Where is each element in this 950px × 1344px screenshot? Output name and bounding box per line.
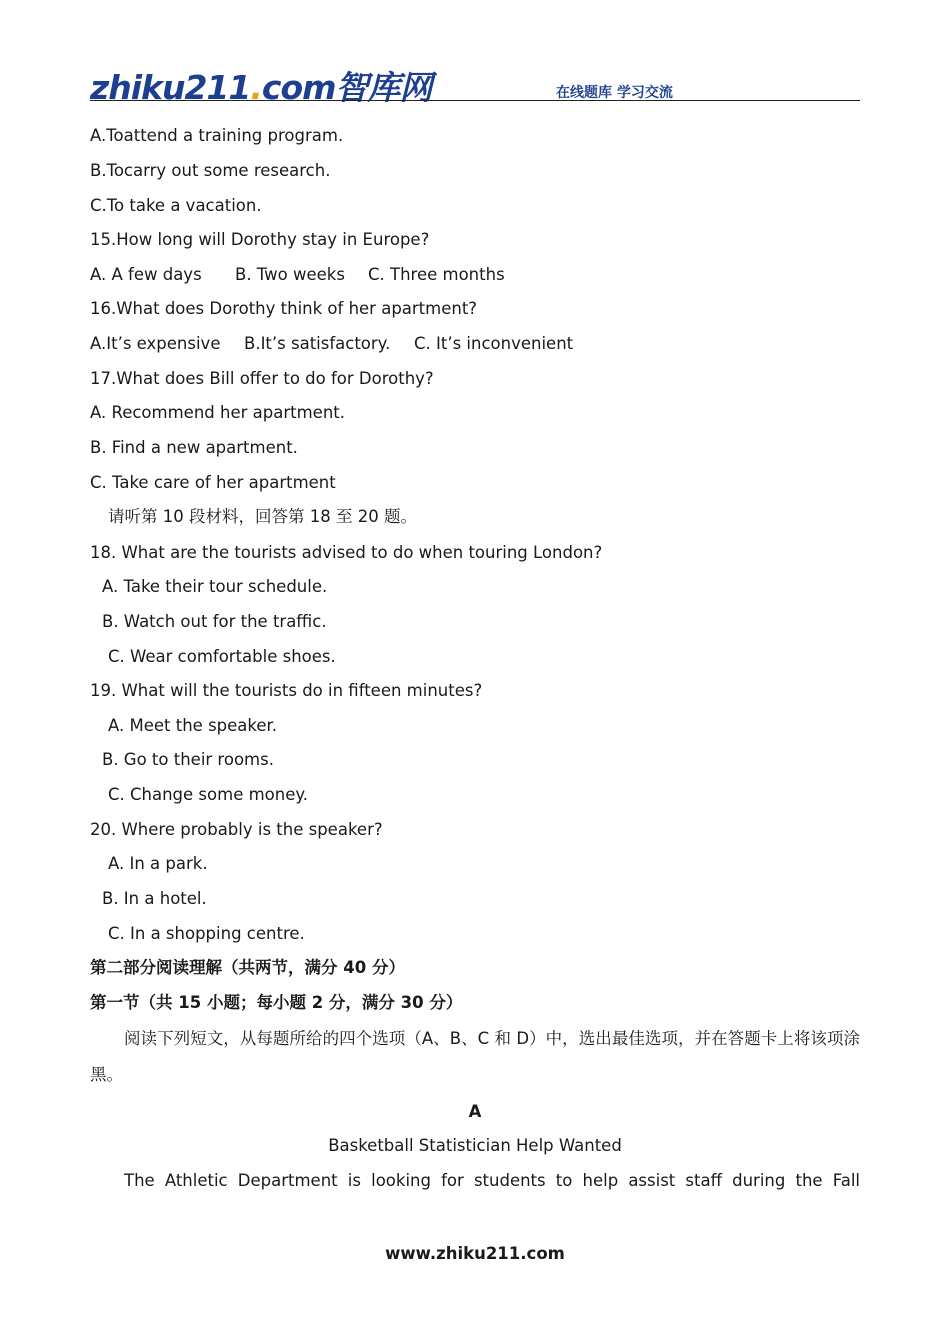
q18-option-a: A. Take their tour schedule. — [102, 577, 328, 596]
question-19: 19. What will the tourists do in fifteen minutes? — [90, 681, 483, 700]
header-slogan: 在线题库 学习交流 — [556, 85, 673, 101]
page-header — [90, 62, 860, 107]
q15-option-b: B. Two weeks — [235, 265, 345, 284]
q19-option-a: A. Meet the speaker. — [108, 716, 278, 735]
q15-option-a: A. A few days — [90, 265, 202, 284]
question-15-options — [90, 265, 505, 285]
q17-option-c: C. Take care of her apartment — [90, 473, 336, 492]
option-b-research: B.Tocarry out some research. — [90, 161, 331, 180]
q18-option-c: C. Wear comfortable shoes. — [108, 647, 336, 666]
q20-option-a: A. In a park. — [108, 854, 208, 873]
option-a-training: A.Toattend a training program. — [90, 126, 344, 145]
q19-option-b: B. Go to their rooms. — [102, 750, 274, 769]
passage-body: The Athletic Department is looking for students to help assist staff during the Fall — [124, 1171, 860, 1190]
question-16: 16.What does Dorothy think of her apartment? — [90, 299, 478, 318]
logo-text-main: zhiku211 — [90, 68, 251, 107]
q20-option-b: B. In a hotel. — [102, 889, 207, 908]
question-20: 20. Where probably is the speaker? — [90, 820, 383, 839]
q17-option-a: A. Recommend her apartment. — [90, 403, 345, 422]
logo-dot: . — [250, 68, 262, 107]
question-18: 18. What are the tourists advised to do when touring London? — [90, 543, 603, 562]
reading-instruction: 阅读下列短文，从每题所给的四个选项（A、B、C 和 D）中，选出最佳选项，并在答题卡上将该项涂黑。 — [90, 1029, 860, 1084]
passage-letter: A — [468, 1102, 482, 1121]
passage-title: Basketball Statistician Help Wanted — [328, 1136, 622, 1155]
q16-option-a: A.It’s expensive — [90, 334, 221, 353]
listening-instruction-10: 请听第 10 段材料，回答第 18 至 20 题。 — [108, 507, 417, 526]
question-15: 15.How long will Dorothy stay in Europe? — [90, 230, 430, 249]
q19-option-c: C. Change some money. — [108, 785, 309, 804]
q20-option-c: C. In a shopping centre. — [108, 924, 305, 943]
q16-option-b: B.It’s satisfactory. — [244, 334, 391, 353]
option-c-vacation: C.To take a vacation. — [90, 196, 262, 215]
logo-text-cn: 智库网 — [335, 68, 432, 107]
q15-option-c: C. Three months — [368, 265, 505, 284]
footer-url[interactable]: www.zhiku211.com — [385, 1244, 565, 1263]
header-divider — [90, 100, 860, 101]
q16-option-c: C. It’s inconvenient — [414, 334, 574, 353]
logo-text-com: com — [261, 68, 336, 107]
question-17: 17.What does Bill offer to do for Dorothy? — [90, 369, 434, 388]
section-one-heading: 第一节（共 15 小题；每小题 2 分，满分 30 分） — [90, 993, 463, 1012]
part-two-heading: 第二部分阅读理解（共两节，满分 40 分） — [90, 958, 405, 977]
q18-option-b: B. Watch out for the traffic. — [102, 612, 327, 631]
site-logo — [90, 62, 432, 109]
question-16-options — [90, 334, 573, 354]
q17-option-b: B. Find a new apartment. — [90, 438, 298, 457]
